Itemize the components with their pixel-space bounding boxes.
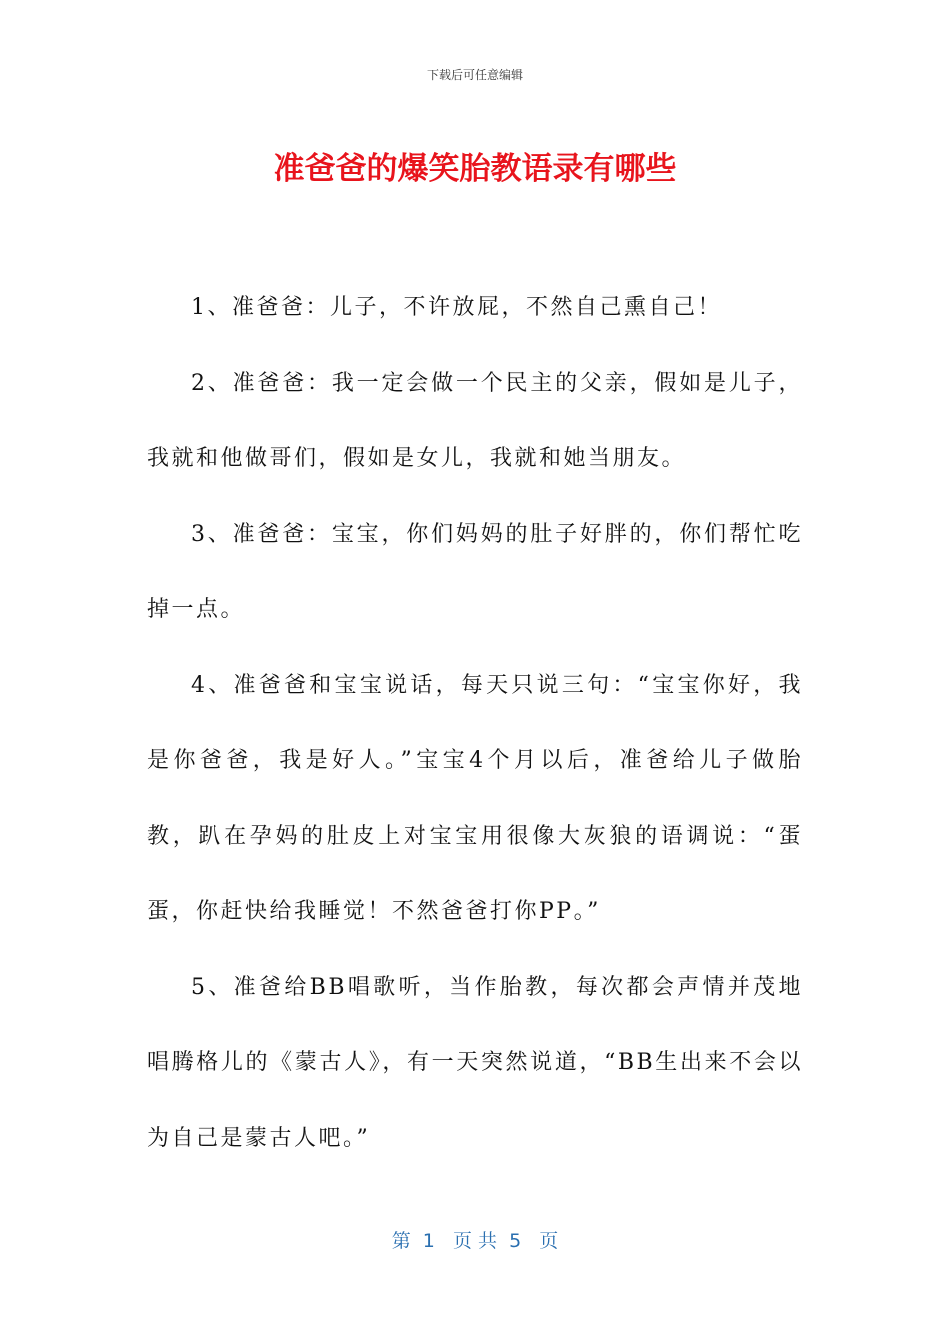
- document-body: [147, 270, 803, 1176]
- paragraph-3: 3、准爸爸：宝宝，你们妈妈的肚子好胖的，你们帮忙吃掉一点。: [147, 521, 803, 622]
- paragraph-1: 1、准爸爸：儿子，不许放屁，不然自己熏自己！: [191, 295, 722, 320]
- page-number-footer: 第 1 页 共 5 页: [391, 1230, 559, 1252]
- page-header-note: 下载后可任意编辑: [426, 68, 523, 82]
- paragraph-2: 2、准爸爸：我一定会做一个民主的父亲，假如是儿子，我就和他做哥们，假如是女儿，我就和她当朋友。: [147, 370, 803, 471]
- paragraph-4: 4、准爸爸和宝宝说话，每天只说三句：“宝宝你好，我是你爸爸，我是好人。”宝宝4个月以后，准爸给儿子做胎教，趴在孕妈的肚皮上对宝宝用很像大灰狼的语调说：“蛋蛋，你赶快给我睡觉！不然爸爸打你PP。”: [147, 672, 803, 924]
- paragraph-5: 5、准爸给BB唱歌听，当作胎教，每次都会声情并茂地唱腾格儿的《蒙古人》，有一天突然说道，“BB生出来不会以为自己是蒙古人吧。”: [147, 974, 803, 1151]
- document-title: 准爸爸的爆笑胎教语录有哪些: [273, 151, 677, 187]
